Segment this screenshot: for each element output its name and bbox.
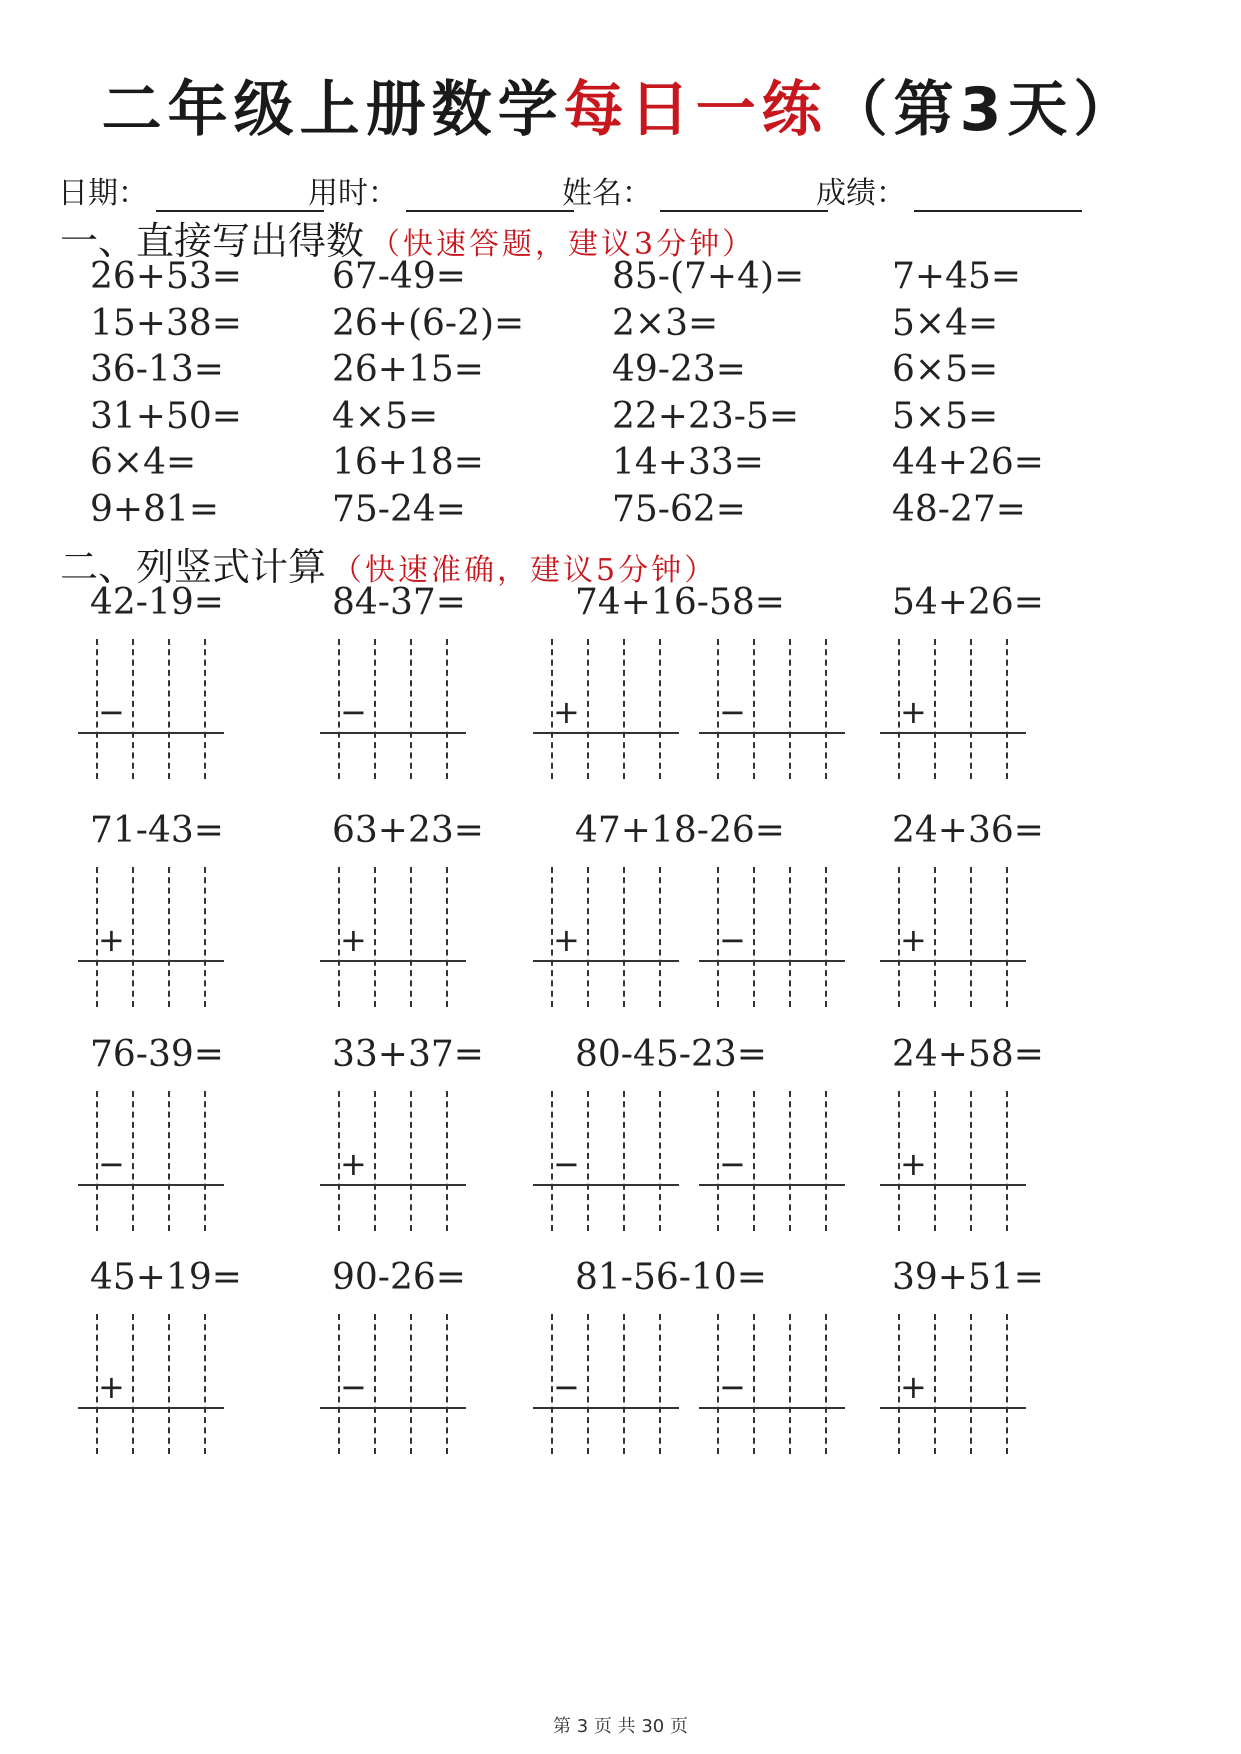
mental-math-problem: 48-27= — [892, 488, 1026, 530]
answer-line — [320, 1184, 466, 1186]
operator-sign: − — [340, 693, 367, 731]
operator-sign: + — [553, 921, 580, 959]
digit-column-guide — [204, 867, 206, 1007]
answer-line — [78, 1184, 224, 1186]
vertical-calc-problem: 76-39= — [90, 1034, 224, 1075]
operator-sign: + — [98, 921, 125, 959]
section1-title: 一、直接写出得数 — [60, 219, 365, 263]
title-daily-practice: 每日一练 — [563, 75, 828, 145]
digit-column-guide — [970, 867, 972, 1007]
title-grade: 二年级上册数学 — [101, 75, 564, 145]
answer-line — [880, 1407, 1026, 1409]
digit-column-guide — [659, 1314, 661, 1454]
mental-math-problem: 85-(7+4)= — [612, 256, 805, 297]
operator-sign: + — [900, 1368, 927, 1406]
time-used-label: 用时： — [308, 176, 398, 211]
page-title — [0, 62, 1241, 148]
digit-column-guide — [825, 1314, 827, 1454]
vertical-calc-problem: 71-43= — [90, 810, 224, 851]
operator-sign: + — [900, 1145, 927, 1183]
mental-math-problem: 6×5= — [892, 349, 999, 390]
answer-line — [533, 1407, 679, 1409]
vertical-calc-problem: 81-56-10= — [575, 1257, 767, 1298]
digit-column-guide — [825, 867, 827, 1007]
date-blank[interactable] — [156, 176, 324, 212]
section2-hint: （快速准确，建议5分钟） — [332, 553, 718, 588]
answer-line — [880, 960, 1026, 962]
vertical-calc-problem: 84-37= — [332, 582, 466, 623]
digit-column-guide — [374, 1091, 376, 1231]
digit-column-guide — [410, 639, 412, 779]
operator-sign: − — [719, 1368, 746, 1406]
digit-column-guide — [1006, 867, 1008, 1007]
answer-line — [78, 1407, 224, 1409]
digit-column-guide — [410, 1314, 412, 1454]
digit-column-guide — [789, 1314, 791, 1454]
mental-math-problem: 7+45= — [892, 256, 1022, 297]
vertical-calc-problem: 47+18-26= — [575, 810, 785, 851]
answer-line — [533, 1184, 679, 1186]
digit-column-guide — [374, 867, 376, 1007]
digit-column-guide — [659, 867, 661, 1007]
mental-math-problem: 67-49= — [332, 256, 466, 297]
digit-column-guide — [623, 1091, 625, 1231]
digit-column-guide — [168, 1314, 170, 1454]
digit-column-guide — [587, 867, 589, 1007]
operator-sign: + — [900, 921, 927, 959]
mental-math-problem: 9+81= — [90, 488, 220, 530]
mental-math-problem: 49-23= — [612, 349, 746, 390]
digit-column-guide — [587, 639, 589, 779]
digit-column-guide — [970, 1091, 972, 1231]
date-label: 日期： — [58, 176, 148, 211]
digit-column-guide — [623, 639, 625, 779]
vertical-calc-problem: 74+16-58= — [575, 582, 785, 623]
operator-sign: − — [98, 693, 125, 731]
answer-line — [78, 960, 224, 962]
vertical-calc-problem: 39+51= — [892, 1257, 1044, 1298]
digit-column-guide — [446, 639, 448, 779]
digit-column-guide — [970, 1314, 972, 1454]
digit-column-guide — [374, 639, 376, 779]
mental-math-problem: 6×4= — [90, 442, 197, 483]
digit-column-guide — [753, 1091, 755, 1231]
digit-column-guide — [446, 1314, 448, 1454]
section2-title: 二、列竖式计算 — [60, 545, 327, 589]
answer-line — [320, 732, 466, 734]
title-day: （第3天） — [827, 75, 1140, 145]
mental-math-problem: 5×4= — [892, 302, 999, 344]
answer-line — [699, 960, 845, 962]
operator-sign: + — [900, 693, 927, 731]
mental-math-problem: 14+33= — [612, 442, 764, 483]
vertical-calc-problem: 90-26= — [332, 1257, 466, 1298]
operator-sign: − — [719, 1145, 746, 1183]
digit-column-guide — [1006, 639, 1008, 779]
digit-column-guide — [789, 1091, 791, 1231]
digit-column-guide — [970, 639, 972, 779]
digit-column-guide — [410, 1091, 412, 1231]
operator-sign: + — [340, 921, 367, 959]
digit-column-guide — [168, 1091, 170, 1231]
digit-column-guide — [934, 639, 936, 779]
digit-column-guide — [1006, 1091, 1008, 1231]
answer-line — [699, 1407, 845, 1409]
vertical-calc-problem: 63+23= — [332, 810, 484, 851]
digit-column-guide — [753, 867, 755, 1007]
vertical-calc-problem: 80-45-23= — [575, 1034, 767, 1075]
mental-math-problem: 26+53= — [90, 256, 242, 297]
name-blank[interactable] — [660, 176, 828, 212]
digit-column-guide — [825, 1091, 827, 1231]
mental-math-problem: 2×3= — [612, 302, 719, 344]
mental-math-problem: 75-62= — [612, 488, 746, 530]
digit-column-guide — [789, 639, 791, 779]
answer-line — [533, 732, 679, 734]
operator-sign: + — [553, 693, 580, 731]
section1-hint: （快速答题，建议3分钟） — [370, 227, 756, 262]
digit-column-guide — [623, 867, 625, 1007]
mental-math-problem: 44+26= — [892, 442, 1044, 483]
answer-line — [699, 732, 845, 734]
vertical-calc-problem: 45+19= — [90, 1257, 242, 1298]
digit-column-guide — [753, 1314, 755, 1454]
mental-math-problem: 31+50= — [90, 395, 242, 437]
operator-sign: − — [340, 1368, 367, 1406]
digit-column-guide — [934, 1314, 936, 1454]
mental-math-problem: 22+23-5= — [612, 395, 800, 437]
mental-math-problem: 26+(6-2)= — [332, 302, 525, 344]
digit-column-guide — [587, 1091, 589, 1231]
score-label: 成绩： — [816, 176, 906, 211]
answer-line — [699, 1184, 845, 1186]
name-label: 姓名： — [562, 176, 652, 211]
digit-column-guide — [168, 639, 170, 779]
digit-column-guide — [623, 1314, 625, 1454]
digit-column-guide — [410, 867, 412, 1007]
answer-line — [880, 1184, 1026, 1186]
mental-math-problem: 16+18= — [332, 442, 484, 483]
digit-column-guide — [204, 639, 206, 779]
page-footer: 第 3 页 共 30 页 — [553, 1716, 688, 1737]
digit-column-guide — [753, 639, 755, 779]
vertical-calc-problem: 24+58= — [892, 1034, 1044, 1075]
digit-column-guide — [1006, 1314, 1008, 1454]
digit-column-guide — [204, 1091, 206, 1231]
mental-math-problem: 15+38= — [90, 302, 242, 344]
operator-sign: + — [340, 1145, 367, 1183]
vertical-calc-problem: 42-19= — [90, 582, 224, 623]
digit-column-guide — [204, 1314, 206, 1454]
mental-math-problem: 26+15= — [332, 349, 484, 390]
digit-column-guide — [934, 867, 936, 1007]
mental-math-problem: 36-13= — [90, 349, 224, 390]
digit-column-guide — [934, 1091, 936, 1231]
mental-math-problem: 75-24= — [332, 488, 466, 530]
time-used-field[interactable] — [308, 168, 574, 212]
operator-sign: − — [98, 1145, 125, 1183]
operator-sign: − — [719, 693, 746, 731]
score-field[interactable] — [816, 168, 1082, 212]
time-used-blank[interactable] — [406, 176, 574, 212]
digit-column-guide — [446, 1091, 448, 1231]
digit-column-guide — [132, 867, 134, 1007]
answer-line — [78, 732, 224, 734]
digit-column-guide — [168, 867, 170, 1007]
operator-sign: + — [98, 1368, 125, 1406]
digit-column-guide — [659, 639, 661, 779]
name-field[interactable] — [562, 168, 828, 212]
digit-column-guide — [132, 1091, 134, 1231]
digit-column-guide — [587, 1314, 589, 1454]
vertical-calc-problem: 33+37= — [332, 1034, 484, 1075]
answer-line — [533, 960, 679, 962]
digit-column-guide — [132, 639, 134, 779]
operator-sign: − — [553, 1368, 580, 1406]
digit-column-guide — [132, 1314, 134, 1454]
operator-sign: − — [553, 1145, 580, 1183]
answer-line — [320, 1407, 466, 1409]
digit-column-guide — [825, 639, 827, 779]
answer-line — [320, 960, 466, 962]
mental-math-problem: 4×5= — [332, 395, 439, 437]
date-field[interactable] — [58, 168, 324, 212]
digit-column-guide — [446, 867, 448, 1007]
operator-sign: − — [719, 921, 746, 959]
vertical-calc-problem: 24+36= — [892, 810, 1044, 851]
mental-math-problem: 5×5= — [892, 395, 999, 437]
vertical-calc-problem: 54+26= — [892, 582, 1044, 623]
digit-column-guide — [659, 1091, 661, 1231]
digit-column-guide — [789, 867, 791, 1007]
answer-line — [880, 732, 1026, 734]
digit-column-guide — [374, 1314, 376, 1454]
score-blank[interactable] — [914, 176, 1082, 212]
